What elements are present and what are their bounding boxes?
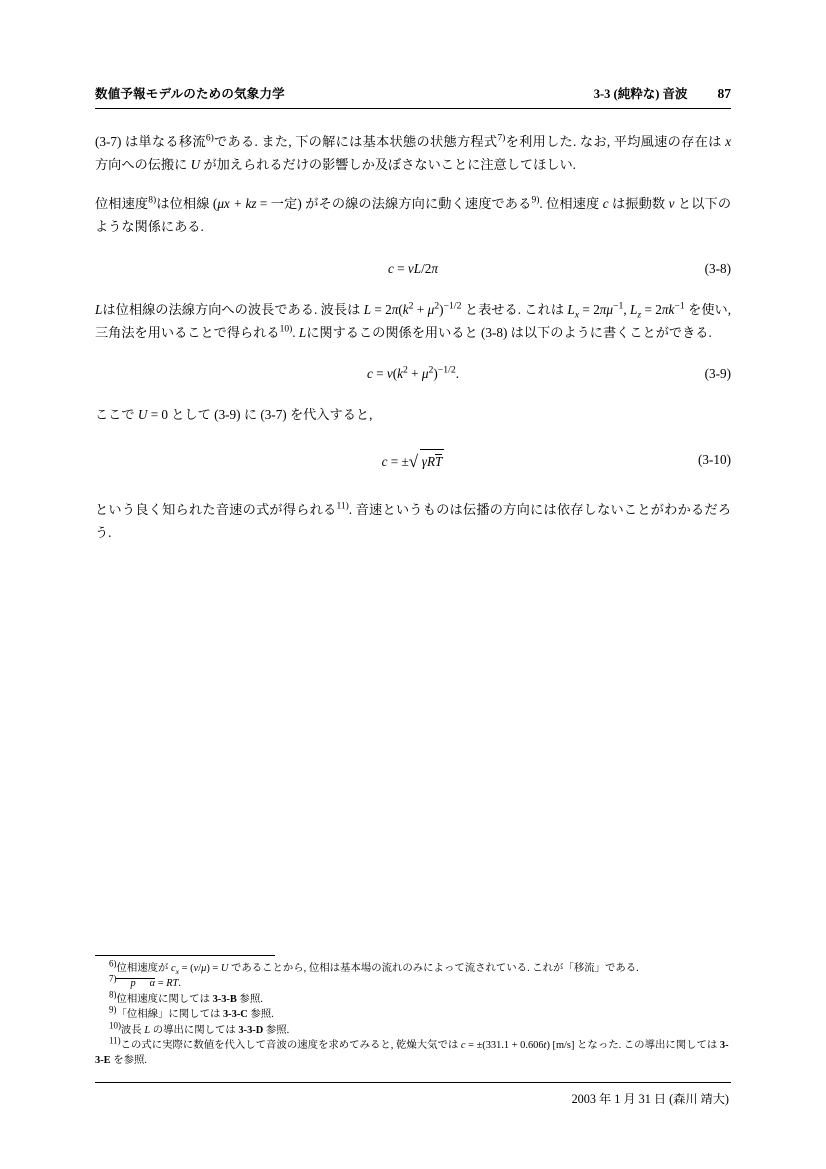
footnote-8: 8)位相速度に関しては 3-3-B 参照. xyxy=(109,989,263,1005)
equation-3-9: $c = \nu(k^2 + \mu^2)^{-1/2}$. xyxy=(366,364,460,382)
equation-3-8-row xyxy=(95,258,731,280)
math-nu: ν xyxy=(668,196,675,212)
math-U: U xyxy=(190,156,201,172)
math-x: x xyxy=(725,134,731,149)
footnote-6: 6)位相速度が $c_x = (\nu/\mu) = U$ であることから, 位相は基本場の流れのみによって流されている. これが「移流」である. xyxy=(109,958,639,977)
equation-3-10-number: (3-10) xyxy=(698,451,731,467)
footnotes-block xyxy=(95,955,731,1069)
body-text xyxy=(95,131,731,544)
footnote-ref-7: 7) xyxy=(497,133,506,144)
running-head-section: 3-3 (純粋な) 音波 xyxy=(593,87,688,101)
footnote-ref-10: 10) xyxy=(279,324,293,335)
footnote-11: 11)この式に実際に数値を代入して音波の速度を求めてみると, 乾燥大気では c = ±(331.1 + 0.606t) [m/s] となった. この導出に関しては 3-3-E を参照. xyxy=(95,1035,729,1067)
page-footer xyxy=(95,1082,731,1107)
page-number: 87 xyxy=(717,86,731,101)
footnote-ref-9: 9) xyxy=(531,196,540,207)
paragraph-5: という良く知られた音速の式が得られる$^{11)}$. 音速というものは伝播の方向には依存しないことがわかるだろう. xyxy=(95,501,732,540)
equation-3-9-row xyxy=(95,363,731,385)
running-head xyxy=(95,84,731,109)
page-content xyxy=(95,84,731,544)
footer-rule xyxy=(95,1082,731,1083)
footnote-ref-11: 11) xyxy=(336,501,349,512)
footer-date: 2003 年 1 月 31 日 (森川 靖大) xyxy=(571,1092,729,1106)
math-U-2: U xyxy=(137,407,148,423)
footnote-rule xyxy=(95,955,275,956)
footnote-ref-6: 6) xyxy=(205,133,214,144)
running-head-title: 数値予報モデルのための気象力学 xyxy=(95,87,285,101)
equation-3-10-row xyxy=(95,449,731,479)
equation-3-8-number: (3-8) xyxy=(704,260,731,276)
footnote-9: 9)「位相線」に関しては 3-3-C 参照. xyxy=(109,1004,274,1021)
paragraph-2: 位相速度$^{8)}$は位相線 (μx + kz = 一定) がその線の法線方向に動く速度である$^{9)}$. 位相速度 c は振動数 ν と以下のような関係にある. xyxy=(95,196,732,235)
footnote-ref-8: 8) xyxy=(148,196,157,207)
math-L: L xyxy=(95,301,103,317)
paragraph-1: (3-7) は単なる移流$^{6)}$である. また, 下の解には基本状態の状態方程式$^{7)}$を利用した. なお, 平均風速の存在は x 方向への伝搬に U が加えられるだけの影響しか及ぼさないことに注意してほしい. xyxy=(95,133,731,172)
equation-3-9-number: (3-9) xyxy=(704,366,731,382)
paragraph-4: ここで U = 0 として (3-9) に (3-7) を代入すると, xyxy=(95,407,373,423)
footnote-7: 7) p α = RT. xyxy=(109,973,181,990)
equation-3-8: c = νL/2π xyxy=(388,260,438,276)
paragraph-3: Lは位相線の法線方向への波長である. 波長は $L = 2\pi(k^2 + \mu^2)^{-1/2}$ と表せる. これは $L_x = 2\pi\mu^{-1}$, $L_z = 2\pi k^{-1}$ を使い, 三角法を用いることで得られる$^{10)}$. Lに関するこの関係を用いると (3-8) は以下のように書くことができる. xyxy=(95,300,732,340)
math-c: c xyxy=(602,196,609,212)
footnote-10: 10)波長 L の導出に関しては 3-3-D 参照. xyxy=(109,1020,290,1036)
equation-3-10: c = ± √ γRT xyxy=(95,449,731,474)
math-phase-line: μx + kz xyxy=(217,196,257,212)
